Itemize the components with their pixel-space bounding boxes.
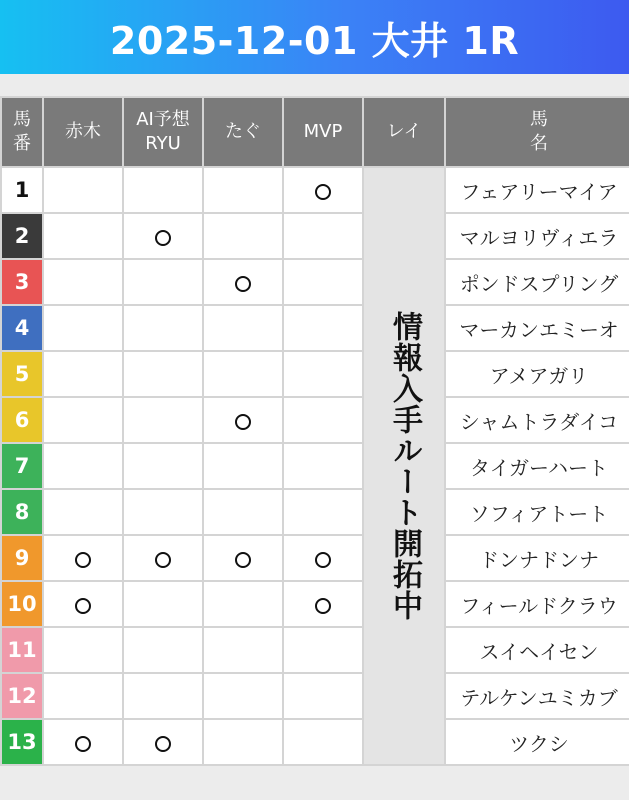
table-row: [1, 305, 629, 351]
horse-name: ソフィアトート: [469, 501, 609, 526]
tagu-mark-cell: [203, 535, 283, 581]
horse-name-cell: [445, 351, 629, 397]
table-row: [1, 581, 629, 627]
ai-ryu-mark-cell: [123, 397, 203, 443]
ai-ryu-mark-cell: [123, 535, 203, 581]
tagu-mark-cell: [203, 305, 283, 351]
akagi-mark-cell: [43, 167, 123, 213]
tagu-mark-cell: [203, 259, 283, 305]
table-row: [1, 167, 629, 213]
col-header-tagu: たぐ: [203, 97, 283, 167]
circle-mark-icon: [75, 552, 91, 568]
horse-name-cell: [445, 489, 629, 535]
umaban-cell: 8: [1, 489, 43, 535]
umaban-cell: 9: [1, 535, 43, 581]
ai-ryu-mark-cell: [123, 213, 203, 259]
umaban-cell: 10: [1, 581, 43, 627]
akagi-mark-cell: [43, 397, 123, 443]
akagi-mark-cell: [43, 673, 123, 719]
akagi-mark-cell: [43, 535, 123, 581]
table-header-row: [1, 97, 629, 167]
prediction-table: [0, 96, 629, 766]
circle-mark-icon: [235, 552, 251, 568]
col-header-mvp: MVP: [283, 97, 363, 167]
mvp-mark-cell: [283, 397, 363, 443]
table-row: [1, 259, 629, 305]
table-row: [1, 443, 629, 489]
col-header-horse-name-label: 馬 名: [530, 108, 548, 154]
ai-ryu-mark-cell: [123, 627, 203, 673]
tagu-mark-cell: [203, 719, 283, 765]
umaban-cell: 11: [1, 627, 43, 673]
prediction-table-container: [0, 96, 629, 788]
table-row: [1, 719, 629, 765]
horse-name: フェアリーマイア: [460, 179, 618, 204]
akagi-mark-cell: [43, 489, 123, 535]
circle-mark-icon: [155, 736, 171, 752]
ai-ryu-mark-cell: [123, 581, 203, 627]
horse-name: スイヘイセン: [479, 639, 599, 664]
horse-name: シャムトラダイコ: [459, 409, 619, 434]
akagi-mark-cell: [43, 443, 123, 489]
col-header-umaban: 馬 番: [1, 97, 43, 167]
akagi-mark-cell: [43, 581, 123, 627]
mvp-mark-cell: [283, 351, 363, 397]
mvp-mark-cell: [283, 673, 363, 719]
horse-name: マルヨリヴィエラ: [459, 225, 619, 250]
ai-ryu-mark-cell: [123, 673, 203, 719]
table-row: [1, 673, 629, 719]
akagi-mark-cell: [43, 259, 123, 305]
umaban-cell: 6: [1, 397, 43, 443]
horse-name-cell: [445, 581, 629, 627]
umaban-cell: 2: [1, 213, 43, 259]
ai-ryu-mark-cell: [123, 443, 203, 489]
umaban-cell: 5: [1, 351, 43, 397]
circle-mark-icon: [315, 598, 331, 614]
tagu-mark-cell: [203, 489, 283, 535]
race-title: 2025-12-01 大井 1R: [109, 18, 520, 63]
col-header-rei: レイ: [363, 97, 445, 167]
horse-name: ツクシ: [509, 731, 569, 756]
umaban-cell: 12: [1, 673, 43, 719]
ai-ryu-mark-cell: [123, 167, 203, 213]
tagu-mark-cell: [203, 673, 283, 719]
horse-name: アメアガリ: [489, 363, 589, 388]
mvp-mark-cell: [283, 719, 363, 765]
akagi-mark-cell: [43, 719, 123, 765]
ai-ryu-mark-cell: [123, 719, 203, 765]
rei-info-note: 情報入手ルート開拓中: [387, 311, 422, 621]
col-header-akagi: 赤木: [43, 97, 123, 167]
akagi-mark-cell: [43, 213, 123, 259]
ai-ryu-mark-cell: [123, 259, 203, 305]
tagu-mark-cell: [203, 627, 283, 673]
horse-name-cell: [445, 673, 629, 719]
race-header-banner: [0, 0, 629, 74]
akagi-mark-cell: [43, 351, 123, 397]
table-body: [1, 167, 629, 765]
umaban-cell: 7: [1, 443, 43, 489]
horse-name-cell: [445, 397, 629, 443]
ai-ryu-mark-cell: [123, 489, 203, 535]
umaban-cell: 1: [1, 167, 43, 213]
mvp-mark-cell: [283, 489, 363, 535]
table-row: [1, 535, 629, 581]
circle-mark-icon: [315, 184, 331, 200]
tagu-mark-cell: [203, 167, 283, 213]
col-header-ai-ryu: AI予想 RYU: [123, 97, 203, 167]
umaban-cell: 4: [1, 305, 43, 351]
circle-mark-icon: [155, 230, 171, 246]
table-row: [1, 213, 629, 259]
akagi-mark-cell: [43, 305, 123, 351]
horse-name-cell: [445, 213, 629, 259]
mvp-mark-cell: [283, 581, 363, 627]
horse-name-cell: [445, 259, 629, 305]
umaban-cell: 13: [1, 719, 43, 765]
mvp-mark-cell: [283, 305, 363, 351]
horse-name-cell: [445, 305, 629, 351]
horse-name-cell: [445, 535, 629, 581]
horse-name-cell: [445, 719, 629, 765]
circle-mark-icon: [315, 552, 331, 568]
circle-mark-icon: [75, 598, 91, 614]
col-header-horse-name: [445, 97, 629, 167]
mvp-mark-cell: [283, 443, 363, 489]
mvp-mark-cell: [283, 535, 363, 581]
mvp-mark-cell: [283, 259, 363, 305]
horse-name: タイガーハート: [470, 455, 608, 480]
circle-mark-icon: [235, 276, 251, 292]
circle-mark-icon: [75, 736, 91, 752]
horse-name-cell: [445, 167, 629, 213]
akagi-mark-cell: [43, 627, 123, 673]
horse-name: ドンナドンナ: [479, 547, 599, 572]
table-row: [1, 489, 629, 535]
tagu-mark-cell: [203, 351, 283, 397]
tagu-mark-cell: [203, 397, 283, 443]
tagu-mark-cell: [203, 443, 283, 489]
horse-name: マーカンエミーオ: [459, 317, 619, 342]
ai-ryu-mark-cell: [123, 305, 203, 351]
horse-name: フィールドクラウ: [460, 593, 618, 618]
horse-name: テルケンユミカブ: [460, 685, 618, 710]
circle-mark-icon: [155, 552, 171, 568]
umaban-cell: 3: [1, 259, 43, 305]
horse-name-cell: [445, 443, 629, 489]
mvp-mark-cell: [283, 213, 363, 259]
circle-mark-icon: [235, 414, 251, 430]
tagu-mark-cell: [203, 581, 283, 627]
table-row: [1, 397, 629, 443]
ai-ryu-mark-cell: [123, 351, 203, 397]
tagu-mark-cell: [203, 213, 283, 259]
mvp-mark-cell: [283, 167, 363, 213]
rei-column-merged-cell: [363, 167, 445, 765]
table-row: [1, 351, 629, 397]
mvp-mark-cell: [283, 627, 363, 673]
horse-name-cell: [445, 627, 629, 673]
table-row: [1, 627, 629, 673]
horse-name: ポンドスプリング: [459, 271, 619, 296]
